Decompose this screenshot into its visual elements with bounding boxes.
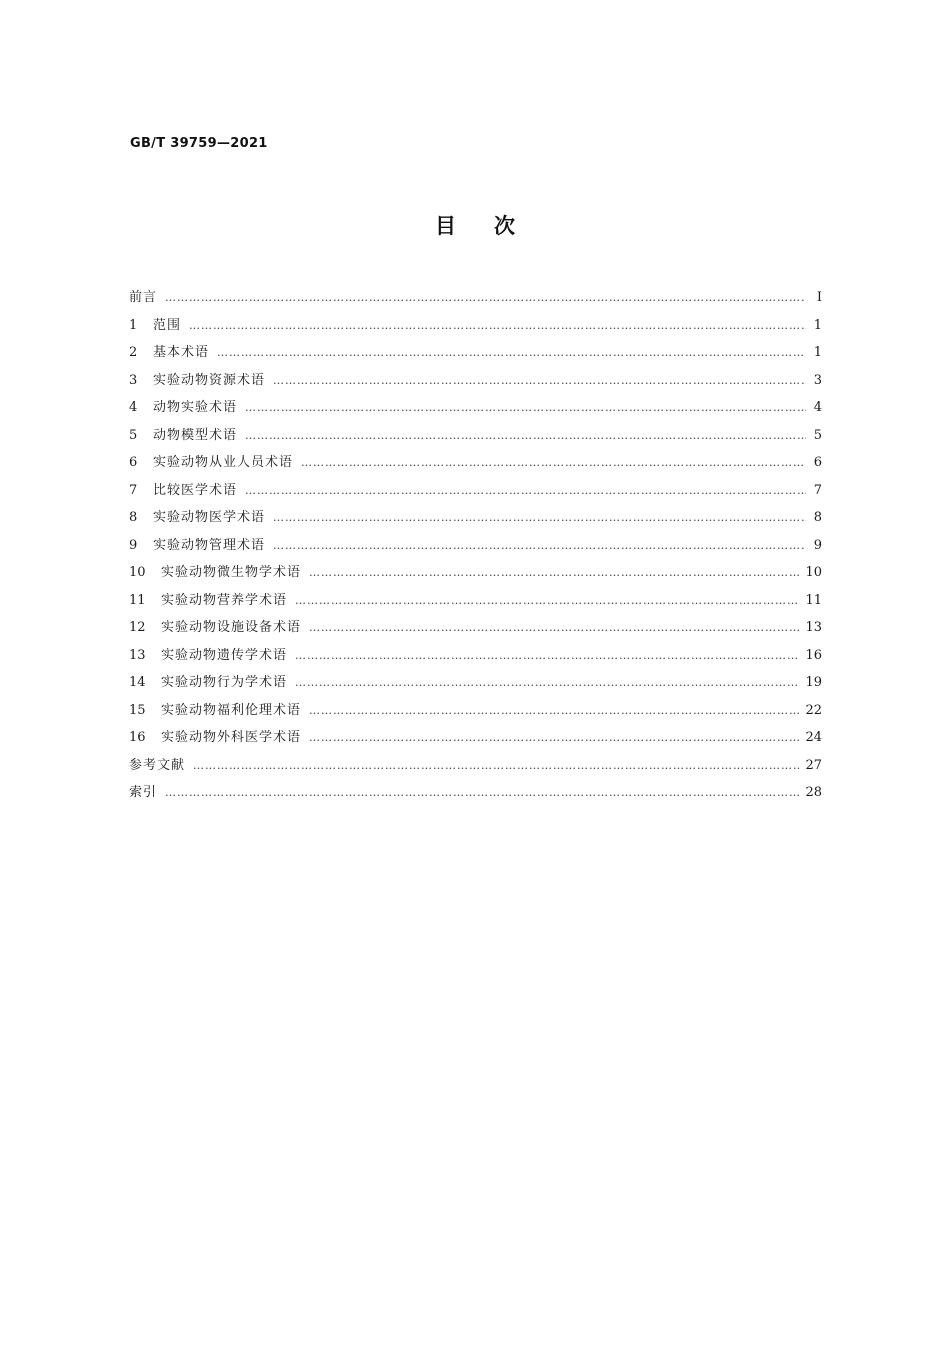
toc-entry-label: 索引 [129, 785, 158, 800]
toc-dot-leader [295, 587, 799, 615]
toc-dot-leader [273, 367, 806, 395]
table-of-contents [129, 284, 822, 807]
toc-entry-8[interactable] [129, 504, 822, 532]
toc-entry-label: 实验动物微生物学术语 [161, 565, 302, 580]
toc-entry-number: 2 [129, 345, 138, 360]
toc-entry-label: 动物模型术语 [153, 427, 238, 443]
toc-entry-number: 1 [129, 317, 138, 333]
toc-entry-label: 实验动物从业人员术语 [153, 455, 294, 470]
toc-entry-number: 15 [129, 702, 146, 718]
toc-dot-leader [245, 422, 806, 450]
toc-entry-number: 14 [129, 675, 146, 690]
toc-entry-10[interactable] [129, 559, 822, 587]
toc-title: 目次 [435, 214, 553, 238]
toc-entry-number: 13 [129, 647, 146, 663]
toc-entry-9[interactable] [129, 532, 822, 560]
toc-entry-label: 前言 [129, 290, 158, 305]
toc-entry-references[interactable] [129, 752, 822, 780]
toc-entry-label: 基本术语 [153, 345, 210, 360]
toc-dot-leader [295, 669, 799, 697]
toc-entry-page: 10 [805, 565, 822, 580]
toc-entry-index[interactable] [129, 779, 822, 807]
toc-entry-page: 6 [813, 455, 822, 470]
toc-dot-leader [309, 559, 799, 587]
toc-entry-number: 11 [129, 592, 146, 608]
toc-dot-leader [165, 779, 799, 807]
toc-entry-11[interactable] [129, 587, 822, 615]
toc-entry-12[interactable] [129, 614, 822, 642]
toc-entry-label: 实验动物设施设备术语 [161, 620, 302, 635]
toc-dot-leader [301, 449, 806, 477]
toc-entry-number: 9 [129, 537, 138, 553]
toc-entry-page: 27 [805, 757, 822, 773]
toc-entry-preface[interactable] [129, 284, 822, 312]
toc-dot-leader [193, 752, 799, 780]
toc-entry-number: 5 [129, 427, 138, 443]
toc-entry-number: 4 [129, 400, 138, 415]
toc-entry-page: 5 [813, 427, 822, 443]
toc-entry-13[interactable] [129, 642, 822, 670]
toc-entry-label: 实验动物资源术语 [153, 372, 266, 388]
toc-entry-page: 28 [805, 785, 822, 800]
toc-entry-16[interactable] [129, 724, 822, 752]
toc-entry-number: 6 [129, 455, 138, 470]
toc-entry-6[interactable] [129, 449, 822, 477]
toc-entry-page: 4 [813, 400, 822, 415]
toc-entry-page: 8 [813, 510, 822, 525]
toc-entry-page: 19 [805, 675, 822, 690]
toc-entry-page: 11 [805, 592, 822, 608]
toc-entry-label: 动物实验术语 [153, 400, 238, 415]
toc-entry-label: 实验动物遗传学术语 [161, 647, 288, 663]
toc-entry-label: 实验动物福利伦理术语 [161, 702, 302, 718]
toc-dot-leader [273, 532, 806, 560]
toc-entry-page: 13 [805, 620, 822, 635]
toc-entry-page: 1 [813, 317, 822, 333]
toc-dot-leader [309, 697, 799, 725]
toc-entry-page: 24 [805, 730, 822, 745]
toc-dot-leader [245, 394, 806, 422]
toc-entry-number: 16 [129, 730, 146, 745]
toc-entry-number: 10 [129, 565, 146, 580]
toc-entry-number: 8 [129, 510, 138, 525]
toc-dot-leader [165, 284, 806, 312]
toc-dot-leader [309, 614, 799, 642]
toc-dot-leader [189, 312, 806, 340]
toc-entry-7[interactable] [129, 477, 822, 505]
toc-dot-leader [245, 477, 806, 505]
toc-entry-label: 实验动物管理术语 [153, 537, 266, 553]
document-code: GB/T 39759—2021 [130, 136, 268, 151]
toc-entry-label: 范围 [153, 317, 182, 333]
toc-entry-label: 实验动物外科医学术语 [161, 730, 302, 745]
toc-dot-leader [295, 642, 799, 670]
toc-entry-number: 12 [129, 620, 146, 635]
toc-entry-1[interactable] [129, 312, 822, 340]
toc-entry-5[interactable] [129, 422, 822, 450]
toc-entry-15[interactable] [129, 697, 822, 725]
toc-entry-label: 实验动物行为学术语 [161, 675, 288, 690]
toc-entry-label: 比较医学术语 [153, 482, 238, 498]
toc-entry-page: 9 [813, 537, 822, 553]
toc-entry-page: 3 [813, 372, 822, 388]
toc-entry-page: 22 [805, 702, 822, 718]
toc-dot-leader [217, 339, 806, 367]
toc-entry-page: Ⅰ [816, 290, 822, 305]
toc-dot-leader [273, 504, 806, 532]
toc-entry-page: 16 [805, 647, 822, 663]
toc-entry-14[interactable] [129, 669, 822, 697]
toc-entry-number: 3 [129, 372, 138, 388]
toc-entry-label: 参考文献 [129, 757, 186, 773]
toc-entry-4[interactable] [129, 394, 822, 422]
toc-entry-label: 实验动物营养学术语 [161, 592, 288, 608]
toc-entry-3[interactable] [129, 367, 822, 395]
toc-entry-label: 实验动物医学术语 [153, 510, 266, 525]
toc-entry-page: 1 [813, 345, 822, 360]
toc-entry-page: 7 [813, 482, 822, 498]
toc-entry-number: 7 [129, 482, 138, 498]
toc-entry-2[interactable] [129, 339, 822, 367]
toc-dot-leader [309, 724, 799, 752]
